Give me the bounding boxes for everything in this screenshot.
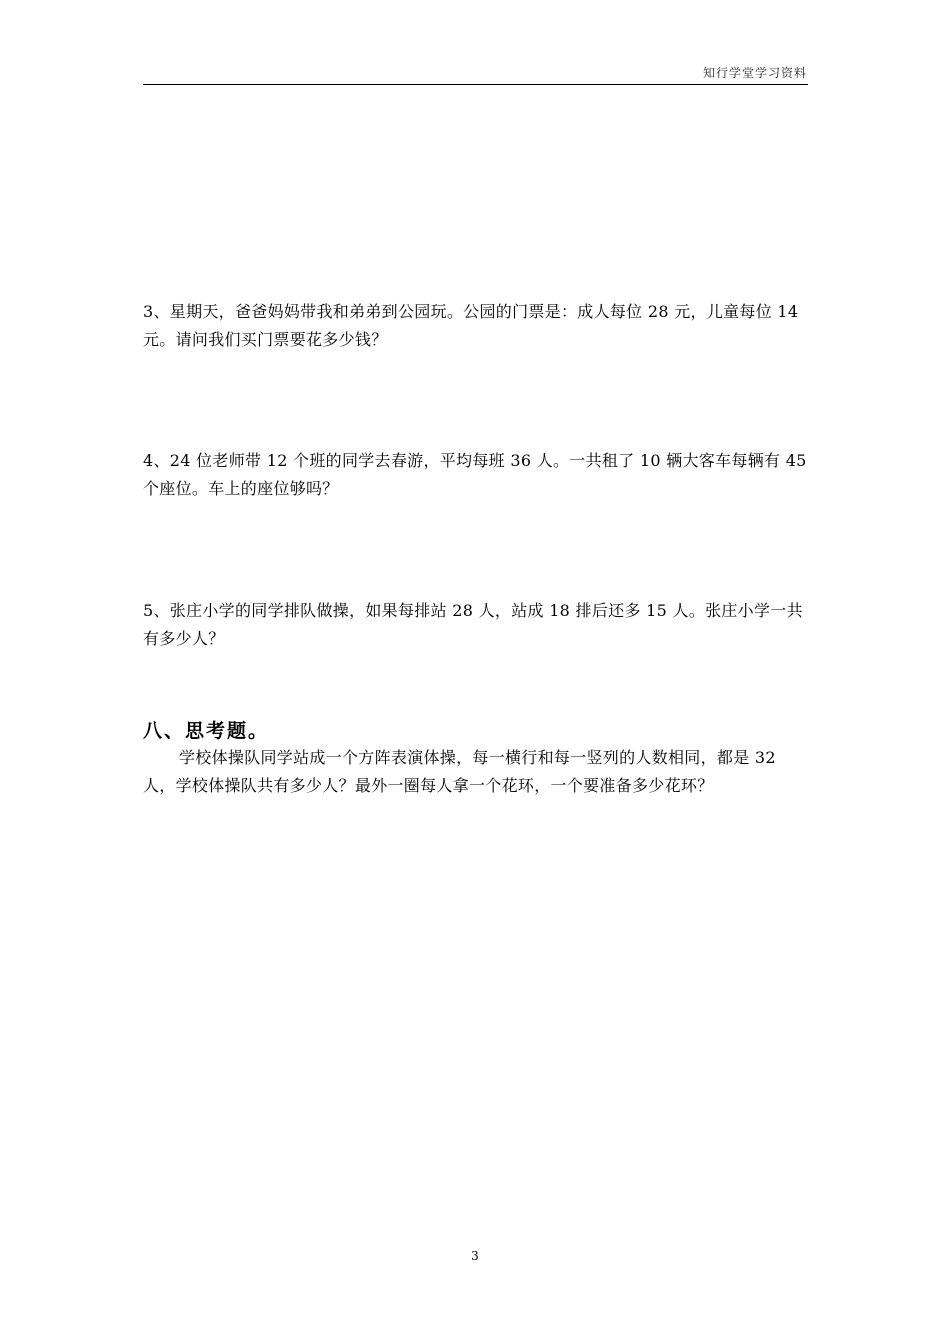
page-number: 3 xyxy=(471,1249,479,1263)
problem-3: 3、星期天，爸爸妈妈带我和弟弟到公园玩。公园的门票是：成人每位 28 元，儿童每位 14 元。请问我们买门票要花多少钱？ xyxy=(143,302,799,349)
header-divider xyxy=(143,84,808,85)
problem-4: 4、24 位老师带 12 个班的同学去春游，平均每班 36 人。一共租了 10 辆大客车每辆有 45 个座位。车上的座位够吗？ xyxy=(143,451,807,498)
section-8-question: 学校体操队同学站成一个方阵表演体操，每一横行和每一竖列的人数相同，都是 32 人，学校体操队共有多少人？最外一圈每人拿一个花环，一个要准备多少花环？ xyxy=(143,748,776,795)
header-label: 知行学堂学习资料 xyxy=(702,66,807,80)
section-8-title: 八、思考题。 xyxy=(143,720,270,742)
problem-5: 5、张庄小学的同学排队做操，如果每排站 28 人，站成 18 排后还多 15 人。张庄小学一共有多少人？ xyxy=(143,601,803,648)
